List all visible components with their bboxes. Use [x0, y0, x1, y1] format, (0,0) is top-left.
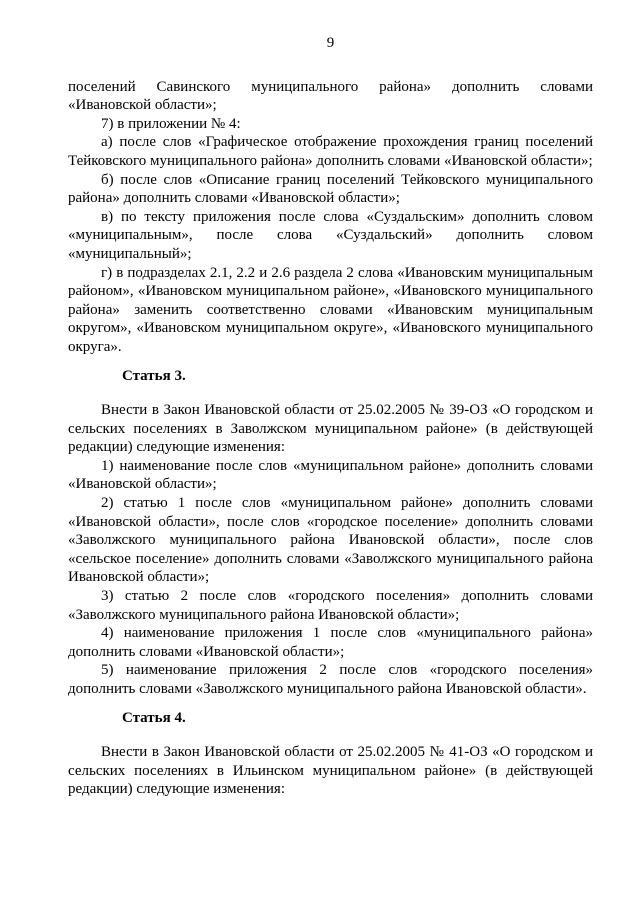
- article-3-item-5: 5) наименование приложения 2 после слов «городского поселения» дополнить словами «Заволжского муниципального района Ивановской области».: [68, 662, 593, 697]
- article-3-heading: Статья 3.: [122, 367, 186, 384]
- article-3-intro: Внести в Закон Ивановской области от 25.02.2005 № 39-ОЗ «О городском и сельских поселениях в Заволжском муниципальном районе» (в действующей редакции) следующие изменения:: [68, 402, 593, 456]
- article-4-heading: Статья 4.: [122, 709, 186, 726]
- article-3-item-2: 2) статью 1 после слов «муниципальном районе» дополнить словами «Ивановской области», после слов «городское поселение» дополнить словами «Заволжского муниципального района Ивановской области», после слов «сельское поселение» дополнить словами «Заволжского муниципального района Ивановской области»;: [68, 495, 593, 586]
- paragraph-continuation: поселений Савинского муниципального района» дополнить словами «Ивановской области»;: [68, 78, 593, 114]
- page-number: 9: [326, 35, 335, 51]
- list-item-7: 7) в приложении № 4:: [101, 115, 241, 132]
- article-3-item-4: 4) наименование приложения 1 после слов «муниципального района» дополнить словами «Ивановской области»;: [68, 625, 593, 660]
- list-item-7a: а) после слов «Графическое отображение прохождения границ поселений Тейковского муниципального района» дополнить словами «Ивановской области»;: [68, 134, 593, 169]
- article-4-intro: Внести в Закон Ивановской области от 25.02.2005 № 41-ОЗ «О городском и сельских поселениях в Ильинском муниципальном районе» (в действующей редакции) следующие изменения:: [68, 744, 593, 798]
- list-item-7b: б) после слов «Описание границ поселений Тейковского муниципального района» дополнить словами «Ивановской области»;: [68, 171, 593, 207]
- article-3-item-1: 1) наименование после слов «муниципальном районе» дополнить словами «Ивановской области»;: [68, 457, 593, 493]
- document-body: [68, 78, 593, 799]
- article-3-item-3: 3) статью 2 после слов «городского поселения» дополнить словами «Заволжского муниципального района Ивановской области»;: [68, 588, 593, 623]
- list-item-7v: в) по тексту приложения после слова «Суздальским» дополнить словом «муниципальным», после слова «Суздальский» дополнить словом «муниципальный»;: [68, 208, 593, 262]
- list-item-7g: г) в подразделах 2.1, 2.2 и 2.6 раздела 2 слова «Ивановским муниципальным районом», «Ивановском муниципальном районе», «Ивановского муниципального района» заменить соответственно словами «Ивановским муниципальным округом», «Ивановском муниципальном округе», «Ивановского муниципального округа».: [68, 264, 593, 355]
